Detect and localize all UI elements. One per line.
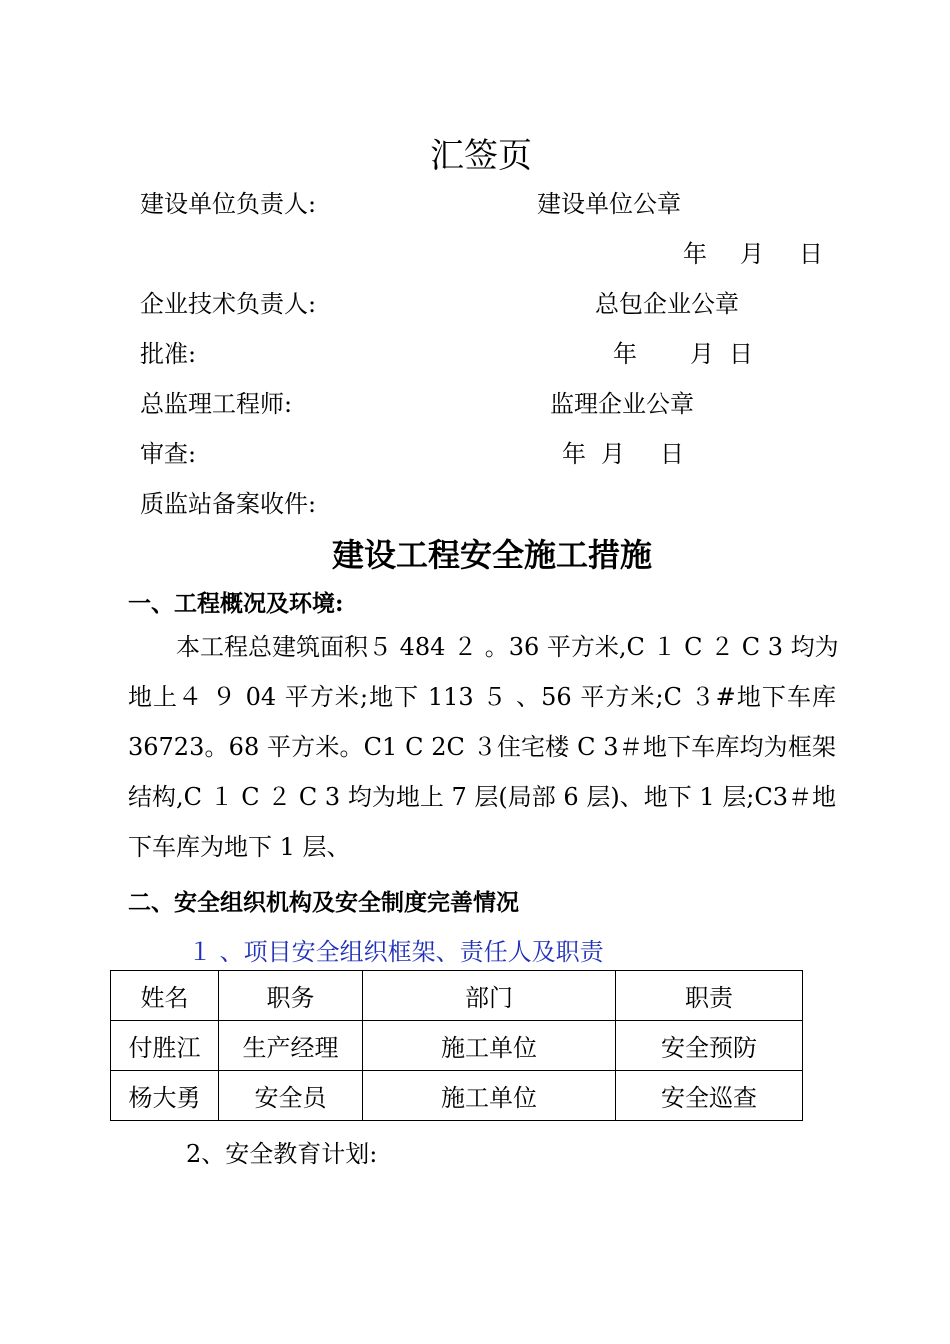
date3-month: 月 bbox=[601, 440, 625, 468]
section2-sub2: 2、安全教育计划: bbox=[186, 1140, 378, 1168]
date2-day: 日 bbox=[729, 340, 753, 368]
table-cell: 安全员 bbox=[219, 1071, 363, 1121]
safety-organization-table bbox=[110, 970, 803, 1121]
table-cell: 付胜江 bbox=[111, 1021, 219, 1071]
approval-label: 批准: bbox=[140, 340, 197, 368]
date3-year: 年 bbox=[562, 440, 586, 468]
table-cell: 安全巡查 bbox=[616, 1071, 803, 1121]
date1-day: 日 bbox=[799, 240, 823, 268]
chief-supervisor-label: 总监理工程师: bbox=[140, 390, 293, 418]
construction-unit-leader-label: 建设单位负责人: bbox=[140, 190, 317, 218]
table-cell: 生产经理 bbox=[219, 1021, 363, 1071]
table-row bbox=[111, 1071, 803, 1121]
table-header-cell: 职务 bbox=[219, 971, 363, 1021]
table-cell: 安全预防 bbox=[616, 1021, 803, 1071]
paragraph-line: 本工程总建筑面积５ 484 ２ 。36 平方米,C １ C ２ C 3 均为 bbox=[176, 633, 839, 661]
date2-year: 年 bbox=[613, 340, 637, 368]
construction-unit-seal-label: 建设单位公章 bbox=[537, 190, 681, 218]
enterprise-tech-leader-label: 企业技术负责人: bbox=[140, 290, 317, 318]
review-label: 审查: bbox=[140, 440, 197, 468]
quality-station-label: 质监站备案收件: bbox=[140, 490, 317, 518]
table-header-cell: 姓名 bbox=[111, 971, 219, 1021]
section1-paragraph bbox=[128, 622, 839, 872]
paragraph-line: 结构,C １ C ２ C 3 均为地上 7 层(局部 6 层)、地下 1 层;C3＃地 bbox=[128, 783, 836, 811]
general-contractor-seal-label: 总包企业公章 bbox=[595, 290, 739, 318]
table-cell: 施工单位 bbox=[363, 1071, 616, 1121]
table-cell: 施工单位 bbox=[363, 1021, 616, 1071]
section2-heading: 二、安全组织机构及安全制度完善情况 bbox=[128, 889, 519, 916]
table-header-cell: 职责 bbox=[616, 971, 803, 1021]
paragraph-line: 下车库为地下 1 层、 bbox=[128, 833, 351, 861]
date2-month: 月 bbox=[690, 340, 714, 368]
table-row bbox=[111, 1021, 803, 1071]
document-title: 建设工程安全施工措施 bbox=[332, 536, 653, 574]
table-cell: 杨大勇 bbox=[111, 1071, 219, 1121]
paragraph-line: 36723。68 平方米。C1 C 2C ３住宅楼 C 3＃地下车库均为框架 bbox=[128, 733, 836, 761]
signature-page-title: 汇签页 bbox=[430, 136, 532, 176]
date3-day: 日 bbox=[660, 440, 684, 468]
date1-year: 年 bbox=[683, 240, 707, 268]
table-header-row bbox=[111, 971, 803, 1021]
supervision-seal-label: 监理企业公章 bbox=[550, 390, 694, 418]
table-header-cell: 部门 bbox=[363, 971, 616, 1021]
section1-heading: 一、工程概况及环境: bbox=[128, 590, 344, 617]
date1-month: 月 bbox=[740, 240, 764, 268]
section2-sub1: １ 、项目安全组织框架、责任人及职责 bbox=[188, 938, 604, 966]
paragraph-line: 地上４ ９ 04 平方米;地下 113 ５ 、56 平方米;C ３#地下车库 bbox=[128, 683, 836, 711]
